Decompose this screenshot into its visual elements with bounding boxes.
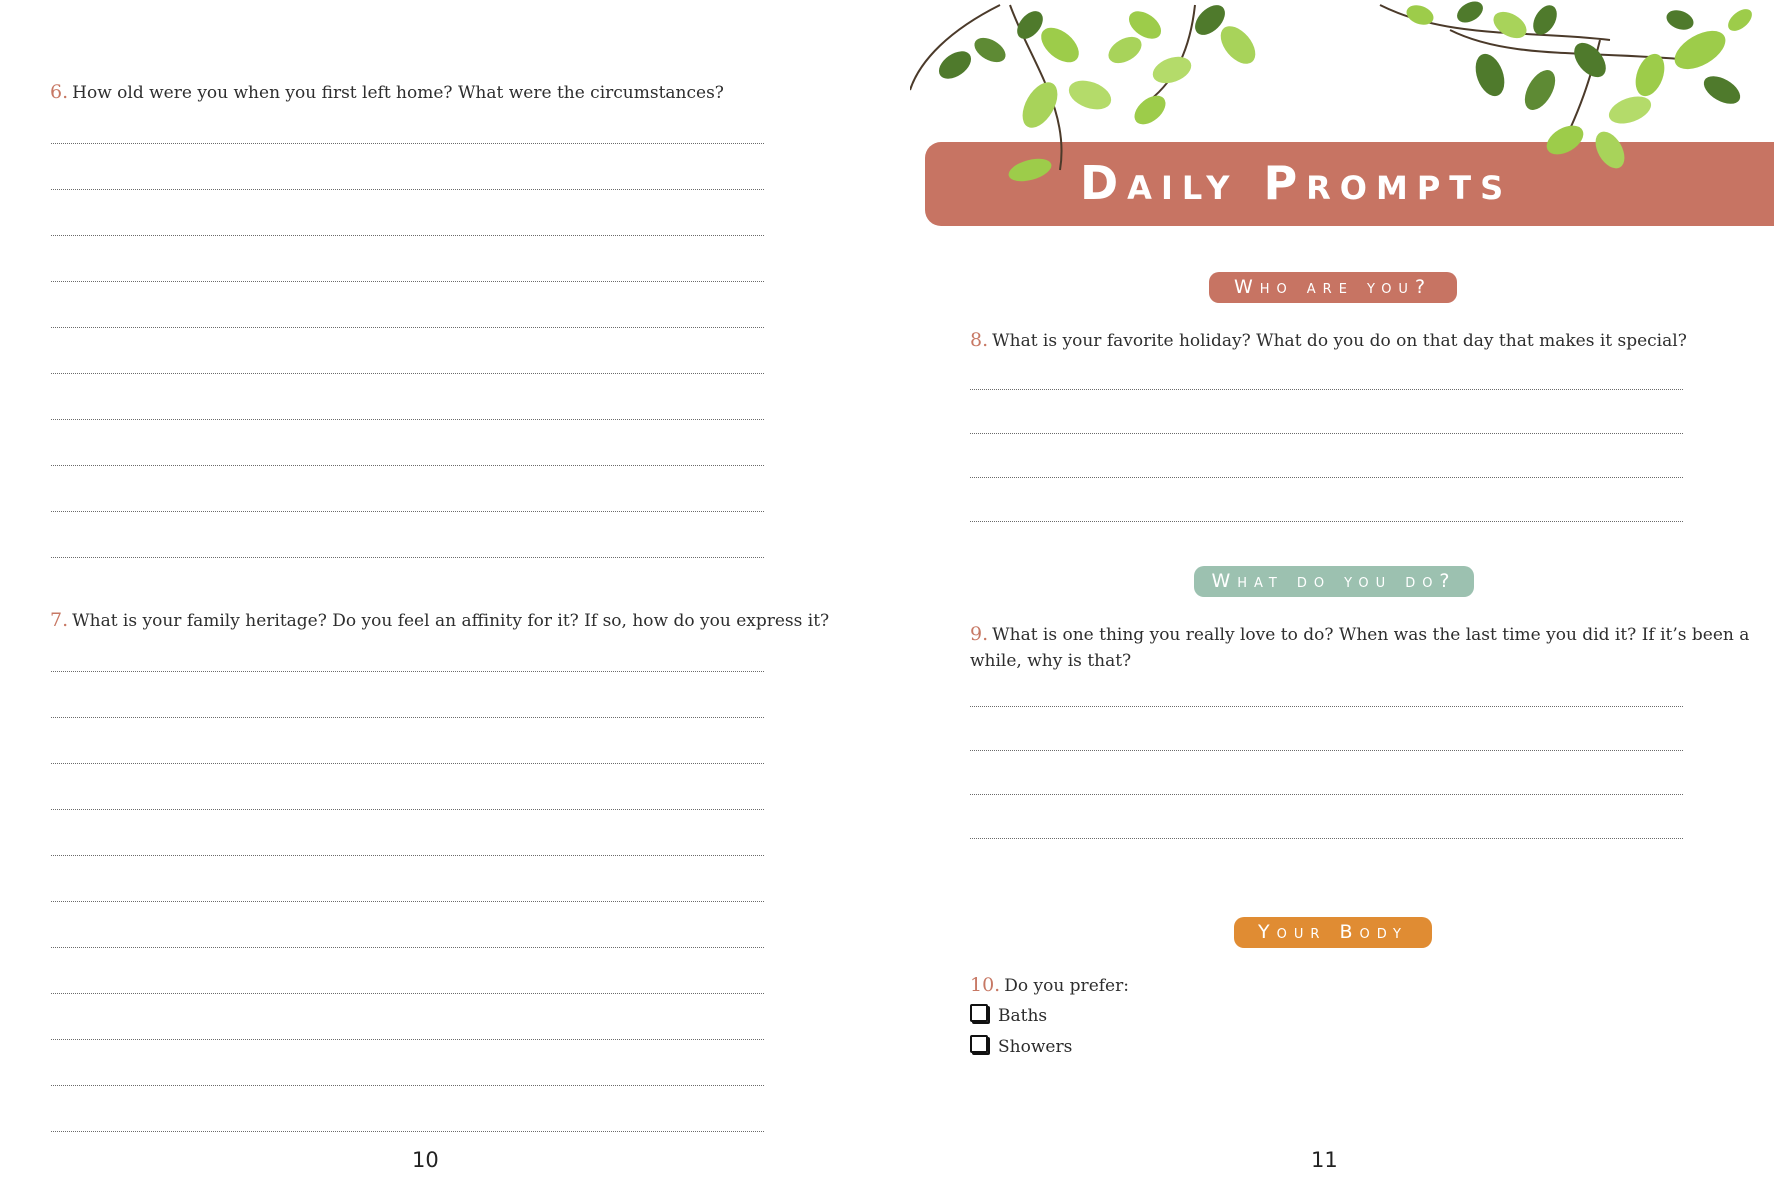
answer-line[interactable] <box>51 671 764 672</box>
answer-line[interactable] <box>51 947 764 948</box>
answer-line[interactable] <box>51 419 764 420</box>
question-text: What is one thing you really love to do? When was the last time you did it? If it’s been a while, why is that? <box>970 625 1750 671</box>
section-label-what-do-you-do: What do you do? <box>1194 566 1474 597</box>
question-text: How old were you when you first left home? What were the circumstances? <box>72 83 724 103</box>
question-text: Do you prefer: <box>1004 976 1129 996</box>
answer-line[interactable] <box>51 1131 764 1132</box>
answer-line[interactable] <box>970 433 1683 434</box>
question-text: What is your family heritage? Do you feel an affinity for it? If so, how do you express it? <box>72 611 830 631</box>
question-7 <box>50 607 830 634</box>
answer-line[interactable] <box>51 143 764 144</box>
answer-line[interactable] <box>51 235 764 236</box>
answer-line[interactable] <box>51 717 764 718</box>
option-baths[interactable] <box>970 1004 1047 1028</box>
answer-line[interactable] <box>51 511 764 512</box>
answer-line[interactable] <box>51 327 764 328</box>
question-9 <box>970 621 1760 674</box>
answer-line[interactable] <box>51 855 764 856</box>
answer-line[interactable] <box>51 1039 764 1040</box>
option-label: Showers <box>998 1037 1073 1057</box>
page-title: Daily Prompts <box>1080 156 1513 210</box>
question-8 <box>970 327 1750 354</box>
checkbox-icon[interactable] <box>970 1035 988 1053</box>
answer-line[interactable] <box>970 794 1683 795</box>
answer-line[interactable] <box>51 1085 764 1086</box>
question-number: 7. <box>50 609 69 631</box>
section-label-who-are-you: Who are you? <box>1209 272 1457 303</box>
answer-line[interactable] <box>970 750 1683 751</box>
question-number: 10. <box>970 974 1001 996</box>
question-text: What is your favorite holiday? What do you do on that day that makes it special? <box>992 331 1687 351</box>
page-number: 10 <box>412 1148 439 1172</box>
answer-line[interactable] <box>51 763 764 764</box>
answer-line[interactable] <box>970 521 1683 522</box>
answer-line[interactable] <box>51 809 764 810</box>
answer-line[interactable] <box>51 901 764 902</box>
option-showers[interactable] <box>970 1035 1072 1059</box>
page-number: 11 <box>1311 1148 1338 1172</box>
option-label: Baths <box>998 1006 1048 1026</box>
section-label-your-body: Your Body <box>1234 917 1432 948</box>
answer-line[interactable] <box>970 389 1683 390</box>
question-6 <box>50 79 810 106</box>
question-number: 8. <box>970 329 989 351</box>
left-page <box>0 0 880 1200</box>
answer-line[interactable] <box>51 373 764 374</box>
checkbox-icon[interactable] <box>970 1004 988 1022</box>
question-10 <box>970 972 1570 999</box>
answer-line[interactable] <box>970 477 1683 478</box>
question-number: 9. <box>970 623 989 645</box>
answer-line[interactable] <box>970 706 1683 707</box>
answer-line[interactable] <box>51 189 764 190</box>
answer-line[interactable] <box>970 838 1683 839</box>
right-page <box>880 0 1774 1200</box>
answer-line[interactable] <box>51 557 764 558</box>
answer-line[interactable] <box>51 993 764 994</box>
answer-line[interactable] <box>51 281 764 282</box>
answer-line[interactable] <box>51 465 764 466</box>
question-number: 6. <box>50 81 69 103</box>
